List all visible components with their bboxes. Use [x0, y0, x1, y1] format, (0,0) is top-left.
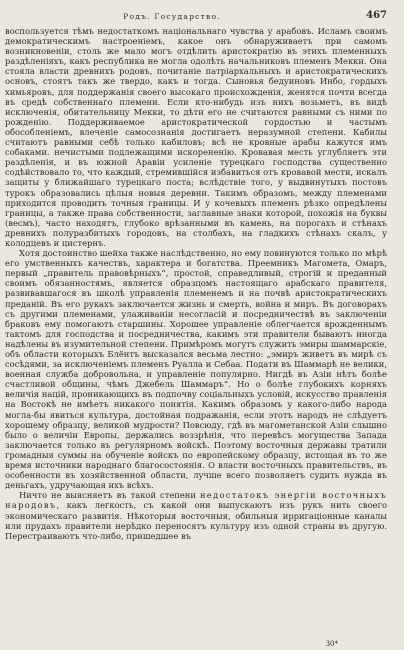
paragraph	[5, 26, 387, 248]
paragraph	[5, 248, 387, 490]
body-text	[5, 26, 387, 541]
emphasized-text: недостатокъ энергіи восточныхъ народовъ	[5, 490, 387, 511]
text-run: Хотя достоинство шейха также наслѣдственно, но ему повинуются только по мѣрѣ его умственныхъ качествъ, характера и богатства. Преемникъ Магомета, Омаръ, первый „правитель правовѣрныхъ“, простой, справедливый, строгій и преданный своимъ обязанностямъ, является образцомъ настоящаго арабскаго правителя, развивавшагося въ школѣ управленія племенемъ и на почвѣ аристократическихъ преданій. Въ его рукахъ заключается жизнь и смерть, война и миръ. Въ договорахъ съ другими племенами, улаживаніи несогласій и посредничествѣ въ заключеніи браковъ ему помогаютъ старшины. Хорошее управленіе облегчается врожденнымъ тактомъ для господства и посредничества, какимъ эти правители бываютъ иногда надѣлены въ изумительной степени. Примѣромъ могутъ служить эмиры шаммарскіе, объ области которыхъ Блёнтъ высказался весьма лестно: „эмиръ живетъ въ мирѣ съ сосѣдями, за исключеніемъ племенъ Руалла и Себаа. Подати въ Шаммарѣ не велики, военная служба добровольна, и управленіе популярно. Нигдѣ въ Азіи нѣтъ болѣе счастливой общины, чѣмъ Джебель Шаммаръ“. Но о болѣе глубокихъ корняхъ величія націй, проникающихъ въ подпочву соціальныхъ условій, искусство правленія на Востокѣ не имѣетъ никакого понятія. Какимъ образомъ у какого-либо народа могла-бы явиться культура, достойная подражанія, если этотъ народъ не слѣдуетъ хорошему образцу, великой мудрости? Повсюду, гдѣ въ магометанской Азіи слышно было о величіи Европы, держались воззрѣнія, что перевѣсъ могущества Запада заключается только въ регулярномъ войскѣ. Поэтому восточныя державы тратили громадныя суммы на обученіе войскъ по европейскому образцу, истощая въ то же время источники народнаго благосостоянія. О власти восточныхъ правительствъ, въ особенности въ хозяйственной области, лучше всего позволяетъ судить нужда въ деньгахъ, удручающая ихъ всѣхъ.	[5, 248, 387, 491]
text-run: воспользуется тѣмъ недостаткомъ національнаго чувства у арабовъ. Исламъ своимъ демократическимъ настроеніемъ, какое онъ обнаруживаетъ при самомъ возникновеніи, столь же мало могъ отдѣлить аристократію въ этихъ племенныхъ раздѣленіяхъ, какъ республика не могла одолѣть начальниковъ племенъ Мекки. Она стояла власти древнихъ родовъ, почитаніе патріархальныхъ и аристократическихъ основъ, стоятъ такъ же твердо, какъ и тогда. Сыновья бедуиновъ Инбо, гордыхъ химьяровъ, для поддержанія своего высокаго происхожденія, женятся почти всегда въ средѣ собственнаго племени. Если кто-нибудь изъ нихъ возьметъ, въ видѣ исключенія, обитательницу Мекки, то дѣти его не считаются равными съ ними по рожденію. Поддерживаемое аристократической гордостью и частымъ обособленіемъ, влеченіе самосознанія достигаетъ неразумной степени. Кабилы считаютъ равными себѣ только кабиловъ; всѣ не кровные арабы кажутся имъ собаками. нечистыми подлежащими искорененію. Кровавая месть углубляетъ эти раздѣленія, и въ южной Аравіи усиленіе турецкаго господства существенно содѣйствовало то, что каждый, стремившійся избавиться отъ кровавой мести, искалъ защиты у ближайшаго турецкаго поста; вслѣдствіе того, у выдвинутыхъ постовъ турокъ образовались цѣлыя новыя деревни. Такимъ образомъ, между племенами приходится проводить точныя границы. И у кочевыхъ племенъ рѣзко опредѣлены границы, а также права собственности, заглавные знаки которой, похожія на буквы (весмъ), часто находятъ, глубоко врѣзанными въ камень, на порогахъ и стѣнахъ древнихъ полуразбитыхъ городовъ, на столбахъ, на гладкихъ стѣнахъ скалъ, у колодцевъ и цистернъ.	[5, 26, 387, 248]
printer-signature-mark: 30*	[325, 640, 338, 648]
paragraph	[5, 490, 387, 540]
text-run: , какъ легкость, съ какой они выпускаютъ изъ рукъ нить своего экономическаго развитія. Нѣкоторыя восточныя, обильныя ирригаціонные каналы или прудахъ правители нерѣдко переносятъ культуру изъ одной страны въ другую. Перестраиваютъ что-либо, пришедшее въ	[5, 500, 387, 541]
page-number: 467	[366, 10, 387, 21]
page-header	[5, 6, 387, 26]
running-title: Родъ. Государство.	[123, 12, 221, 21]
text-run: Ничто не выясняетъ въ такой степени	[19, 490, 200, 501]
